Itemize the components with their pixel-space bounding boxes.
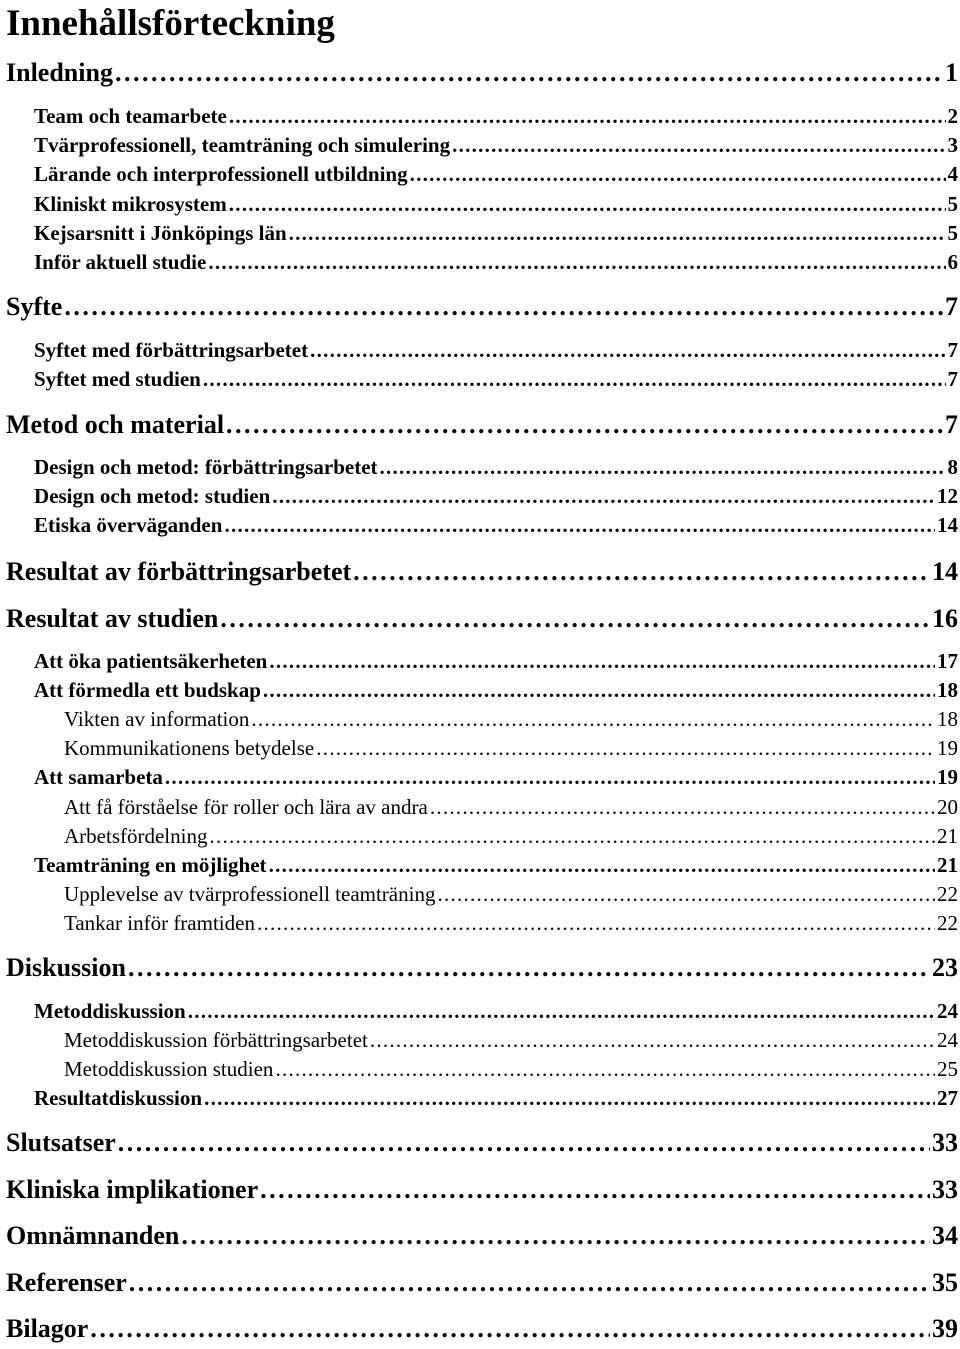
toc-leader: [430, 795, 935, 820]
toc-label: Resultat av studien: [6, 604, 219, 633]
toc-page-number: 2: [947, 104, 958, 128]
toc-entry-metoddiskussion[interactable]: [34, 999, 958, 1025]
toc-page-number: 39: [932, 1314, 958, 1343]
toc-leader: [437, 882, 935, 907]
toc-leader: [353, 557, 930, 587]
toc-entry-design-studien[interactable]: [34, 484, 958, 510]
toc-entry-resultat-forbattringsarbetet[interactable]: [6, 557, 958, 587]
toc-page-number: 25: [937, 1057, 958, 1081]
toc-leader: [115, 58, 943, 88]
toc-label: Arbetsfördelning: [64, 824, 208, 848]
toc-page-number: 21: [937, 824, 958, 848]
toc-label: Metoddiskussion studien: [64, 1057, 274, 1081]
toc-entry-syftet-studien[interactable]: [34, 367, 958, 393]
toc-entry-arbetsfordelning[interactable]: [64, 824, 958, 850]
toc-page-number: 12: [937, 484, 958, 508]
toc-label: Metoddiskussion: [34, 999, 186, 1023]
toc-page-number: 14: [937, 513, 958, 537]
toc-page-number: 27: [937, 1086, 958, 1110]
toc-leader: [203, 367, 946, 392]
toc-entry-metod-och-material[interactable]: [6, 410, 958, 440]
toc-label: Att öka patientsäkerheten: [34, 649, 268, 673]
toc-entry-etiska-overvaganden[interactable]: [34, 513, 958, 539]
toc-entry-teamtraning-mojlighet[interactable]: [34, 853, 958, 879]
toc-leader: [380, 455, 946, 480]
toc-entry-patientsakerheten[interactable]: [34, 649, 958, 675]
toc-label: Tvärprofessionell, teamträning och simulering: [34, 133, 451, 157]
toc-leader: [220, 604, 930, 634]
toc-label: Att samarbeta: [34, 765, 163, 789]
toc-label: Teamträning en möjlighet: [34, 853, 267, 877]
toc-leader: [272, 484, 935, 509]
toc-label: Tankar inför framtiden: [64, 911, 255, 935]
toc-leader: [165, 765, 935, 790]
toc-entry-kommunikationens-betydelse[interactable]: [64, 736, 958, 762]
toc-entry-larande[interactable]: [34, 162, 958, 188]
toc-page-number: 7: [945, 292, 958, 321]
toc-label: Lärande och interprofessionell utbildning: [34, 162, 408, 186]
toc-label: Resultat av förbättringsarbetet: [6, 557, 352, 586]
toc-page-number: 16: [932, 604, 958, 633]
toc-page-number: 17: [937, 649, 958, 673]
toc-label: Att få förståelse för roller och lära av andra: [64, 795, 428, 819]
toc-entry-upplevelse-teamtraning[interactable]: [64, 882, 958, 908]
toc-label: Design och metod: förbättringsarbetet: [34, 455, 378, 479]
toc-page-number: 1: [945, 58, 958, 87]
toc-page-number: 35: [932, 1268, 958, 1297]
toc-label: Att förmedla ett budskap: [34, 678, 261, 702]
toc-label: Etiska överväganden: [34, 513, 223, 537]
toc-label: Inför aktuell studie: [34, 250, 207, 274]
toc-entry-kliniskt-mikrosystem[interactable]: [34, 192, 958, 218]
toc-entry-design-forbattringsarbetet[interactable]: [34, 455, 958, 481]
toc-entry-omnamnanden[interactable]: [6, 1221, 958, 1251]
toc-page-number: 7: [947, 367, 958, 391]
toc-leader: [370, 1028, 935, 1053]
toc-entry-resultatdiskussion[interactable]: [34, 1086, 958, 1112]
toc-entry-syftet-forbattringsarbetet[interactable]: [34, 338, 958, 364]
toc-page-number: 7: [947, 338, 958, 362]
toc-entry-tankar-framtiden[interactable]: [64, 911, 958, 937]
toc-entry-tvarprofessionell[interactable]: [34, 133, 958, 159]
toc-label: Vikten av information: [64, 707, 250, 731]
toc-entry-metoddiskussion-studien[interactable]: [64, 1057, 958, 1083]
toc-page-number: 22: [937, 911, 958, 935]
toc-page-number: 6: [947, 250, 958, 274]
toc-label: Kejsarsnitt i Jönköpings län: [34, 221, 287, 245]
toc-page-number: 34: [932, 1221, 958, 1250]
toc-leader: [90, 1314, 930, 1344]
toc-leader: [289, 221, 946, 246]
toc-label: Design och metod: studien: [34, 484, 271, 508]
toc-label: Diskussion: [6, 953, 126, 982]
toc-page-number: 33: [932, 1128, 958, 1157]
toc-entry-metoddiskussion-forbattringsarbetet[interactable]: [64, 1028, 958, 1054]
toc-leader: [269, 649, 935, 674]
toc-page-number: 24: [937, 1028, 958, 1052]
toc-leader: [209, 824, 935, 849]
toc-label: Resultatdiskussion: [34, 1086, 203, 1110]
toc-leader: [452, 133, 945, 158]
toc-page-number: 33: [932, 1175, 958, 1204]
toc-label: Bilagor: [6, 1314, 89, 1343]
toc-page-number: 7: [945, 410, 958, 439]
toc-label: Team och teamarbete: [34, 104, 227, 128]
toc-leader: [316, 736, 935, 761]
toc-page-number: 5: [947, 192, 958, 216]
toc-label: Inledning: [6, 58, 113, 87]
toc-page-number: 18: [937, 678, 958, 702]
toc-label: Upplevelse av tvärprofessionell teamträning: [64, 882, 436, 906]
toc-leader: [208, 250, 945, 275]
toc-entry-bilagor[interactable]: [6, 1314, 958, 1344]
toc-leader: [269, 853, 935, 878]
toc-page-number: 23: [932, 953, 958, 982]
toc-label: Syftet med förbättringsarbetet: [34, 338, 309, 362]
toc-leader: [129, 1268, 930, 1298]
toc-leader: [310, 338, 945, 363]
toc-entry-slutsatser[interactable]: [6, 1128, 958, 1158]
toc-leader: [181, 1221, 930, 1251]
toc-leader: [226, 410, 943, 440]
toc-page-number: 3: [947, 133, 958, 157]
toc-label: Kliniskt mikrosystem: [34, 192, 227, 216]
toc-label: Syftet med studien: [34, 367, 201, 391]
toc-label: Slutsatser: [6, 1128, 116, 1157]
toc-page-number: 21: [937, 853, 958, 877]
toc-page-number: 19: [937, 736, 958, 760]
toc-label: Kommunikationens betydelse: [64, 736, 315, 760]
toc-entry-referenser[interactable]: [6, 1268, 958, 1298]
toc-entry-att-samarbeta[interactable]: [34, 765, 958, 791]
toc-page-number: 18: [937, 707, 958, 731]
toc-leader: [128, 953, 930, 983]
toc-entry-kejsarsnitt[interactable]: [34, 221, 958, 247]
toc-page-number: 4: [947, 162, 958, 186]
toc-label: Referenser: [6, 1268, 127, 1297]
toc-page-number: 20: [937, 795, 958, 819]
toc-leader: [188, 999, 935, 1024]
toc-entry-forstaelse-roller[interactable]: [64, 795, 958, 821]
toc-entry-infor-aktuell-studie[interactable]: [34, 250, 958, 276]
toc-leader: [410, 162, 946, 187]
toc-entry-resultat-studien[interactable]: [6, 604, 958, 634]
toc-leader: [118, 1128, 930, 1158]
toc-entry-team-och-teamarbete[interactable]: [34, 104, 958, 130]
toc-page-number: 8: [947, 455, 958, 479]
toc-entry-kliniska-implikationer[interactable]: [6, 1175, 958, 1205]
toc-leader: [251, 707, 935, 732]
toc-leader: [204, 1086, 935, 1111]
toc-entry-inledning[interactable]: [6, 58, 958, 88]
toc-label: Kliniska implikationer: [6, 1175, 259, 1204]
toc-leader: [260, 1175, 930, 1205]
toc-leader: [257, 911, 935, 936]
toc-label: Metod och material: [6, 410, 225, 439]
toc-page-number: 19: [937, 765, 958, 789]
toc-leader: [229, 192, 946, 217]
toc-leader: [275, 1057, 935, 1082]
toc-leader: [229, 104, 946, 129]
toc-label: Metoddiskussion förbättringsarbetet: [64, 1028, 368, 1052]
toc-page-number: 5: [947, 221, 958, 245]
toc-entry-vikten-av-information[interactable]: [64, 707, 958, 733]
toc-entry-syfte[interactable]: [6, 292, 958, 322]
toc-leader: [263, 678, 935, 703]
toc-entry-diskussion[interactable]: [6, 953, 958, 983]
toc-label: Syfte: [6, 292, 63, 321]
toc-page-number: 24: [937, 999, 958, 1023]
page-title: Innehållsförteckning: [6, 3, 335, 44]
toc-label: Omnämnanden: [6, 1221, 180, 1250]
toc-page-number: 14: [932, 557, 958, 586]
toc-entry-formedla-budskap[interactable]: [34, 678, 958, 704]
toc-leader: [64, 292, 943, 322]
toc-page-number: 22: [937, 882, 958, 906]
toc-leader: [224, 513, 935, 538]
